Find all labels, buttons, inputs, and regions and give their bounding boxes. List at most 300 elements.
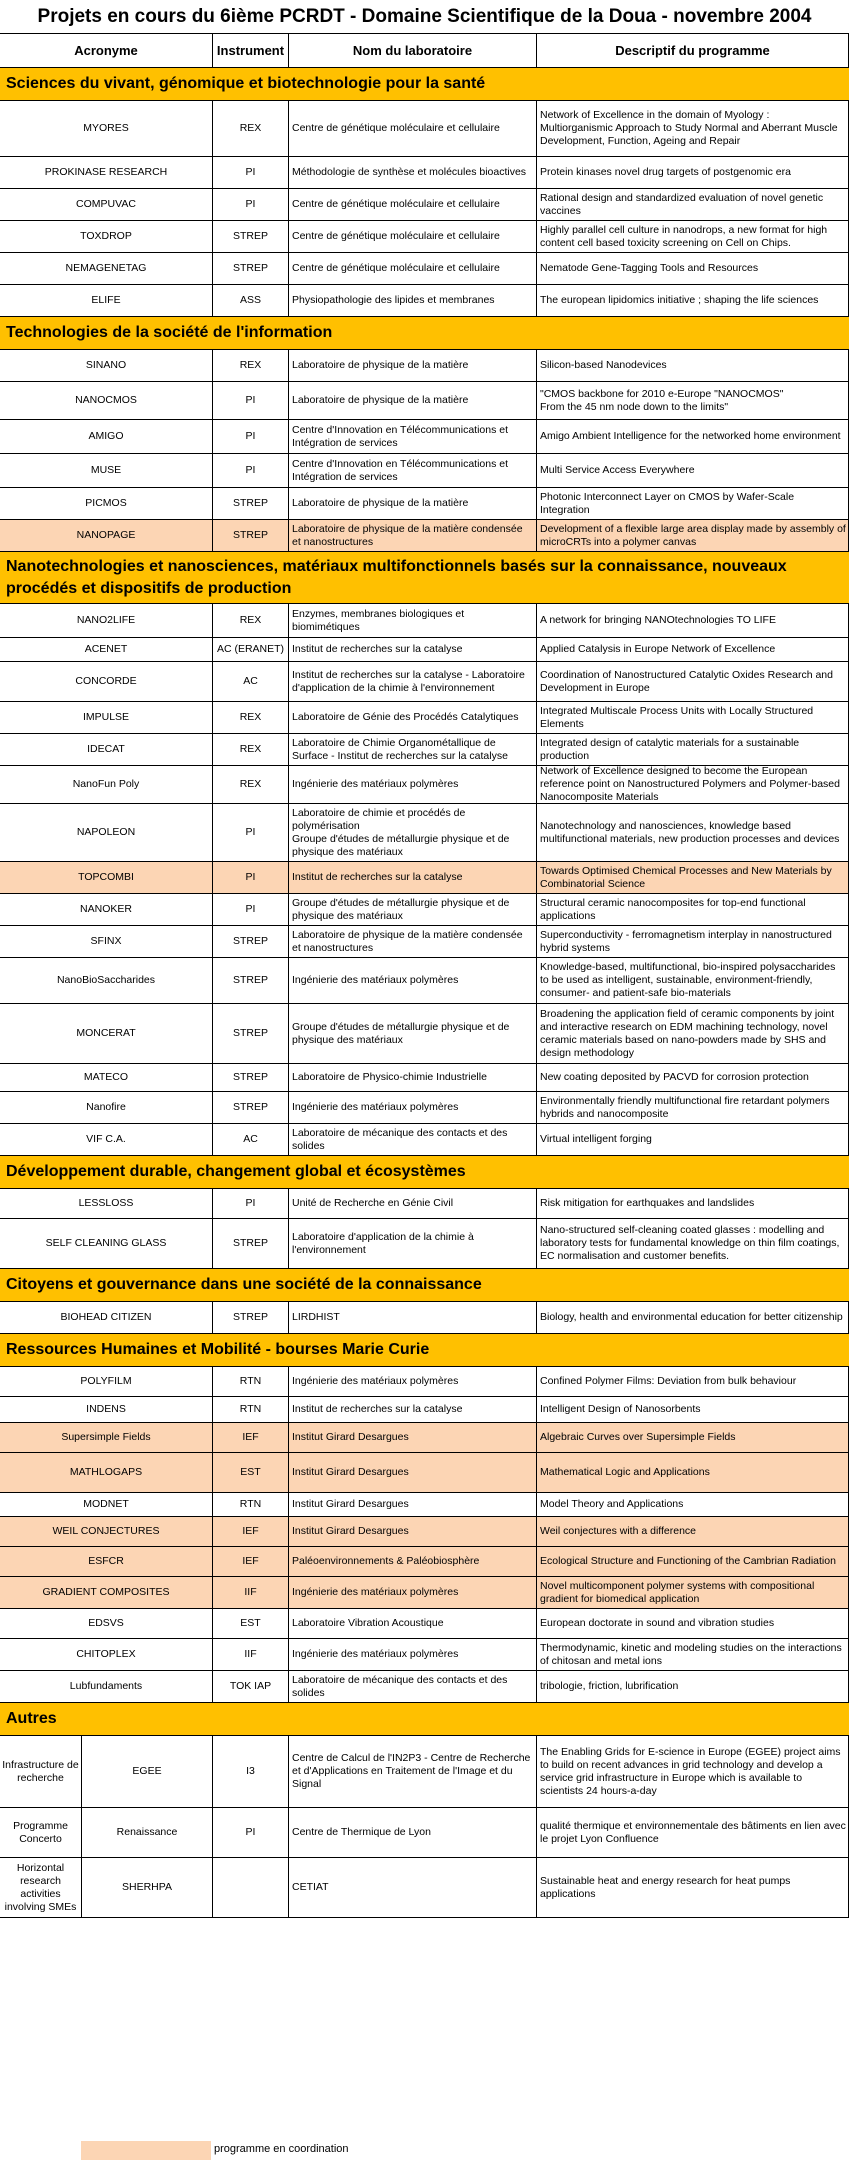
descriptif-cell-text: Confined Polymer Films: Deviation from bulk behaviour bbox=[540, 1375, 797, 1387]
acronyme-cell-text: NANOKER bbox=[80, 903, 132, 915]
laboratoire-cell bbox=[288, 1517, 536, 1546]
instrument-cell-text: IIF bbox=[244, 1648, 257, 1660]
acronyme-cell bbox=[0, 1493, 212, 1516]
descriptif-cell bbox=[536, 1219, 849, 1268]
section-header: Technologies de la société de l'information bbox=[0, 317, 849, 350]
laboratoire-cell bbox=[288, 1004, 536, 1063]
acronyme-cell bbox=[0, 804, 212, 861]
table-row bbox=[0, 1397, 849, 1423]
descriptif-cell-text: The Enabling Grids for E-science in Europe (EGEE) project aims to build on recent advances in grid technology and develop a service grid infrastructure in Europe which is available to scientists 24 hours-a-day bbox=[540, 1745, 841, 1797]
table-row bbox=[0, 1302, 849, 1334]
acronyme-cell bbox=[0, 488, 212, 519]
acronyme-cell bbox=[0, 604, 212, 637]
section-header: Ressources Humaines et Mobilité - bourses Marie Curie bbox=[0, 1334, 849, 1367]
acronyme-cell-text: Nanofire bbox=[86, 1101, 126, 1113]
acronyme-cell bbox=[0, 285, 212, 316]
laboratoire-cell bbox=[288, 804, 536, 861]
laboratoire-cell bbox=[288, 958, 536, 1003]
descriptif-cell bbox=[536, 604, 849, 637]
instrument-cell-text: PI bbox=[245, 826, 256, 838]
acronyme-cell-text: EDSVS bbox=[88, 1617, 124, 1629]
instrument-cell bbox=[212, 1547, 288, 1576]
descriptif-cell-text: Model Theory and Applications bbox=[540, 1498, 684, 1510]
instrument-cell-text: REX bbox=[239, 778, 262, 790]
legend bbox=[0, 2141, 849, 2160]
laboratoire-cell-text: Paléoenvironnements & Paléobiosphère bbox=[292, 1555, 480, 1567]
table-row bbox=[0, 350, 849, 382]
acronyme-cell-text: BIOHEAD CITIZEN bbox=[60, 1311, 152, 1323]
laboratoire-cell-text: Institut de recherches sur la catalyse bbox=[292, 643, 463, 655]
acronyme-cell-text: IMPULSE bbox=[82, 711, 130, 723]
instrument-cell-text: STREP bbox=[232, 1071, 268, 1083]
instrument-cell bbox=[212, 221, 288, 252]
descriptif-cell-text: A network for bringing NANOtechnologies TO LIFE bbox=[540, 614, 776, 626]
category-cell-text: Infrastructure de recherche bbox=[2, 1758, 79, 1784]
descriptif-cell-text: European doctorate in sound and vibration studies bbox=[540, 1617, 775, 1629]
instrument-cell-text: PI bbox=[245, 394, 256, 406]
section-header: Développement durable, changement global et écosystèmes bbox=[0, 1156, 849, 1189]
table-row bbox=[0, 1189, 849, 1219]
column-header-laboratoire: Nom du laboratoire bbox=[288, 34, 536, 67]
descriptif-cell-text: New coating deposited by PACVD for corrosion protection bbox=[540, 1071, 809, 1083]
table-row bbox=[0, 454, 849, 488]
table-row bbox=[0, 766, 849, 804]
descriptif-cell bbox=[536, 862, 849, 893]
acronyme-cell-text: MONCERAT bbox=[76, 1027, 136, 1039]
descriptif-cell-text: "CMOS backbone for 2010 e-Europe "NANOCMOS" From the 45 nm node down to the limits" bbox=[540, 387, 784, 413]
laboratoire-cell bbox=[288, 1547, 536, 1576]
descriptif-cell bbox=[536, 926, 849, 957]
descriptif-cell bbox=[536, 101, 849, 156]
descriptif-cell bbox=[536, 1858, 849, 1917]
column-header-row bbox=[0, 34, 849, 68]
table-row bbox=[0, 1736, 849, 1808]
table-row bbox=[0, 420, 849, 454]
descriptif-cell bbox=[536, 1577, 849, 1608]
acronyme-cell bbox=[0, 926, 212, 957]
laboratoire-cell-text: Institut Girard Desargues bbox=[292, 1525, 409, 1537]
laboratoire-cell-text: Institut Girard Desargues bbox=[292, 1431, 409, 1443]
table-row bbox=[0, 1453, 849, 1493]
acronyme-cell bbox=[0, 1219, 212, 1268]
instrument-cell-text: IIF bbox=[244, 1586, 257, 1598]
acronyme-cell bbox=[0, 766, 212, 803]
table-row bbox=[0, 1219, 849, 1269]
table-row bbox=[0, 894, 849, 926]
acronyme-cell bbox=[0, 958, 212, 1003]
instrument-cell bbox=[212, 1423, 288, 1452]
instrument-cell-text: REX bbox=[239, 359, 262, 371]
descriptif-cell bbox=[536, 734, 849, 765]
category-cell-text: Horizontal research activities involving SMEs bbox=[4, 1861, 77, 1913]
descriptif-cell-text: Ecological Structure and Functioning of the Cambrian Radiation bbox=[540, 1555, 836, 1567]
instrument-cell bbox=[212, 1189, 288, 1218]
descriptif-cell bbox=[536, 1367, 849, 1396]
acronyme-cell-text: WEIL CONJECTURES bbox=[52, 1525, 160, 1537]
descriptif-cell-text: Network of Excellence designed to become the European reference point on Nanostructured Polymers and Polymer-based Nanocomposite Materials bbox=[540, 766, 840, 803]
acronyme-cell-text: TOXDROP bbox=[80, 230, 132, 242]
acronyme-cell-text: NanoBioSaccharides bbox=[56, 974, 156, 986]
descriptif-cell bbox=[536, 488, 849, 519]
table-row bbox=[0, 1493, 849, 1517]
descriptif-cell bbox=[536, 702, 849, 733]
descriptif-cell-text: Rational design and standardized evaluation of novel genetic vaccines bbox=[540, 191, 824, 217]
laboratoire-cell-text: Laboratoire d'application de la chimie à l'environnement bbox=[292, 1230, 474, 1256]
laboratoire-cell bbox=[288, 662, 536, 701]
laboratoire-cell-text: Laboratoire de physique de la matière condensée et nanostructures bbox=[292, 522, 523, 548]
descriptif-cell-text: Superconductivity - ferromagnetism interplay in nanostructured hybrid systems bbox=[540, 928, 832, 954]
instrument-cell bbox=[212, 520, 288, 551]
descriptif-cell bbox=[536, 1092, 849, 1123]
instrument-cell-text: STREP bbox=[232, 1027, 268, 1039]
laboratoire-cell-text: Centre de Thermique de Lyon bbox=[292, 1826, 431, 1838]
laboratoire-cell bbox=[288, 604, 536, 637]
acronyme-cell bbox=[0, 420, 212, 453]
laboratoire-cell-text: Laboratoire de physique de la matière bbox=[292, 359, 469, 371]
table-row bbox=[0, 157, 849, 189]
acronyme-cell bbox=[0, 1367, 212, 1396]
acronyme-cell bbox=[0, 638, 212, 661]
descriptif-cell-text: Amigo Ambient Intelligence for the networked home environment bbox=[540, 430, 841, 442]
laboratoire-cell bbox=[288, 1736, 536, 1807]
laboratoire-cell bbox=[288, 382, 536, 419]
page-title: Projets en cours du 6ième PCRDT - Domaine Scientifique de la Doua - novembre 2004 bbox=[0, 0, 849, 34]
laboratoire-cell-text: Laboratoire Vibration Acoustique bbox=[292, 1617, 444, 1629]
descriptif-cell-text: Thermodynamic, kinetic and modeling studies on the interactions of chitosan and metal ions bbox=[540, 1641, 842, 1667]
acronyme-cell bbox=[0, 702, 212, 733]
legend-swatch bbox=[81, 2141, 211, 2160]
instrument-cell-text: STREP bbox=[232, 974, 268, 986]
laboratoire-cell bbox=[288, 1302, 536, 1333]
laboratoire-cell-text: Laboratoire de Génie des Procédés Catalytiques bbox=[292, 711, 519, 723]
acronyme-cell-text: AMIGO bbox=[88, 430, 124, 442]
descriptif-cell-text: Mathematical Logic and Applications bbox=[540, 1466, 710, 1478]
laboratoire-cell-text: Laboratoire de Physico-chimie Industrielle bbox=[292, 1071, 487, 1083]
acronyme-cell bbox=[0, 1064, 212, 1091]
acronyme-cell-text: LESSLOSS bbox=[78, 1197, 134, 1209]
table-row bbox=[0, 638, 849, 662]
table-row bbox=[0, 1423, 849, 1453]
descriptif-cell-text: Towards Optimised Chemical Processes and New Materials by Combinatorial Science bbox=[540, 864, 832, 890]
descriptif-cell bbox=[536, 1517, 849, 1546]
descriptif-cell-text: Silicon-based Nanodevices bbox=[540, 359, 667, 371]
laboratoire-cell bbox=[288, 1124, 536, 1155]
acronyme-cell-text: ESFCR bbox=[88, 1555, 124, 1567]
acronyme-cell-text: SFINX bbox=[90, 935, 122, 947]
instrument-cell bbox=[212, 382, 288, 419]
acronyme-cell bbox=[81, 1808, 212, 1857]
acronyme-cell bbox=[0, 157, 212, 188]
category-cell-text: Programme Concerto bbox=[13, 1819, 68, 1845]
instrument-cell bbox=[212, 1092, 288, 1123]
laboratoire-cell bbox=[288, 1397, 536, 1422]
acronyme-cell bbox=[0, 1124, 212, 1155]
laboratoire-cell-text: Ingénierie des matériaux polymères bbox=[292, 778, 459, 790]
category-cell bbox=[0, 1736, 81, 1807]
instrument-cell bbox=[212, 662, 288, 701]
laboratoire-cell bbox=[288, 253, 536, 284]
descriptif-cell bbox=[536, 1453, 849, 1492]
descriptif-cell bbox=[536, 894, 849, 925]
instrument-cell bbox=[212, 253, 288, 284]
instrument-cell bbox=[212, 1671, 288, 1702]
legend-label: programme en coordination bbox=[214, 2143, 349, 2155]
laboratoire-cell-text: Institut de recherches sur la catalyse bbox=[292, 1403, 463, 1415]
acronyme-cell-text: NEMAGENETAG bbox=[65, 262, 147, 274]
section-header: Citoyens et gouvernance dans une société de la connaissance bbox=[0, 1269, 849, 1302]
instrument-cell-text: STREP bbox=[232, 497, 268, 509]
laboratoire-cell-text: Ingénierie des matériaux polymères bbox=[292, 1101, 459, 1113]
acronyme-cell-text: NANOCMOS bbox=[75, 394, 137, 406]
acronyme-cell bbox=[0, 734, 212, 765]
descriptif-cell bbox=[536, 1547, 849, 1576]
table-row bbox=[0, 1064, 849, 1092]
instrument-cell bbox=[212, 958, 288, 1003]
acronyme-cell-text: MODNET bbox=[83, 1498, 129, 1510]
acronyme-cell-text: MATECO bbox=[83, 1071, 129, 1083]
table-row bbox=[0, 520, 849, 552]
acronyme-cell bbox=[0, 1517, 212, 1546]
table-row bbox=[0, 1577, 849, 1609]
instrument-cell-text: EST bbox=[240, 1617, 261, 1629]
instrument-cell bbox=[212, 1609, 288, 1638]
laboratoire-cell-text: Méthodologie de synthèse et molécules bioactives bbox=[292, 166, 527, 178]
laboratoire-cell bbox=[288, 1858, 536, 1917]
instrument-cell bbox=[212, 894, 288, 925]
laboratoire-cell bbox=[288, 285, 536, 316]
descriptif-cell bbox=[536, 1609, 849, 1638]
laboratoire-cell-text: Laboratoire de mécanique des contacts et des solides bbox=[292, 1673, 508, 1699]
instrument-cell bbox=[212, 157, 288, 188]
instrument-cell-text: TOK IAP bbox=[229, 1680, 272, 1692]
descriptif-cell-text: Biology, health and environmental education for better citizenship bbox=[540, 1311, 843, 1323]
table-row bbox=[0, 1367, 849, 1397]
acronyme-cell bbox=[0, 1671, 212, 1702]
table-row bbox=[0, 488, 849, 520]
laboratoire-cell-text: Ingénierie des matériaux polymères bbox=[292, 1586, 459, 1598]
instrument-cell bbox=[212, 1858, 288, 1917]
descriptif-cell-text: Knowledge-based, multifunctional, bio-inspired polysaccharides to be used as intelligent, sustainable, environment-friendly, consumer- and patient-safe bio-materials bbox=[540, 961, 836, 999]
instrument-cell bbox=[212, 734, 288, 765]
acronyme-cell bbox=[0, 253, 212, 284]
acronyme-cell bbox=[81, 1858, 212, 1917]
acronyme-cell-text: SINANO bbox=[85, 359, 127, 371]
instrument-cell-text: REX bbox=[239, 614, 262, 626]
descriptif-cell bbox=[536, 766, 849, 803]
acronyme-cell bbox=[0, 382, 212, 419]
instrument-cell bbox=[212, 1064, 288, 1091]
descriptif-cell-text: Protein kinases novel drug targets of postgenomic era bbox=[540, 166, 791, 178]
laboratoire-cell bbox=[288, 766, 536, 803]
laboratoire-cell-text: Laboratoire de physique de la matière bbox=[292, 497, 469, 509]
laboratoire-cell bbox=[288, 157, 536, 188]
acronyme-cell bbox=[0, 189, 212, 220]
section-header: Autres bbox=[0, 1703, 849, 1736]
acronyme-cell-text: PROKINASE RESEARCH bbox=[44, 166, 168, 178]
instrument-cell bbox=[212, 1639, 288, 1670]
descriptif-cell-text: Applied Catalysis in Europe Network of Excellence bbox=[540, 643, 776, 655]
instrument-cell-text: PI bbox=[245, 166, 256, 178]
table-row bbox=[0, 958, 849, 1004]
descriptif-cell-text: qualité thermique et environnementale des bâtiments en lien avec le projet Lyon Confluence bbox=[540, 1819, 846, 1845]
instrument-cell bbox=[212, 1302, 288, 1333]
table-row bbox=[0, 1639, 849, 1671]
laboratoire-cell bbox=[288, 862, 536, 893]
table-row bbox=[0, 382, 849, 420]
acronyme-cell-text: INDENS bbox=[86, 1403, 126, 1415]
descriptif-cell bbox=[536, 420, 849, 453]
acronyme-cell bbox=[0, 101, 212, 156]
acronyme-cell bbox=[0, 1423, 212, 1452]
laboratoire-cell bbox=[288, 1453, 536, 1492]
acronyme-cell bbox=[0, 1302, 212, 1333]
acronyme-cell bbox=[0, 1004, 212, 1063]
laboratoire-cell-text: Laboratoire de physique de la matière bbox=[292, 394, 469, 406]
instrument-cell-text: IEF bbox=[242, 1525, 259, 1537]
laboratoire-cell-text: Ingénierie des matériaux polymères bbox=[292, 1648, 459, 1660]
instrument-cell bbox=[212, 1517, 288, 1546]
instrument-cell bbox=[212, 1577, 288, 1608]
table-row bbox=[0, 1124, 849, 1156]
instrument-cell bbox=[212, 1397, 288, 1422]
laboratoire-cell bbox=[288, 221, 536, 252]
laboratoire-cell bbox=[288, 189, 536, 220]
descriptif-cell-text: Photonic Interconnect Layer on CMOS by Wafer-Scale Integration bbox=[540, 490, 795, 516]
acronyme-cell-text: NANO2LIFE bbox=[76, 614, 136, 626]
descriptif-cell-text: Nano-structured self-cleaning coated glasses : modelling and laboratory tests for fundamental knowledge on thin film coatings, EC normalisation and customer benefits. bbox=[540, 1224, 840, 1262]
laboratoire-cell-text: Ingénierie des matériaux polymères bbox=[292, 974, 459, 986]
descriptif-cell-text: Algebraic Curves over Supersimple Fields bbox=[540, 1431, 736, 1443]
descriptif-cell-text: Multi Service Access Everywhere bbox=[540, 464, 695, 476]
acronyme-cell-text: Supersimple Fields bbox=[61, 1431, 151, 1443]
instrument-cell-text: STREP bbox=[232, 1311, 268, 1323]
instrument-cell bbox=[212, 350, 288, 381]
acronyme-cell-text: CHITOPLEX bbox=[76, 1648, 136, 1660]
acronyme-cell bbox=[0, 1092, 212, 1123]
table-row bbox=[0, 1517, 849, 1547]
laboratoire-cell-text: Centre de génétique moléculaire et cellulaire bbox=[292, 198, 500, 210]
descriptif-cell bbox=[536, 350, 849, 381]
instrument-cell-text: IEF bbox=[242, 1431, 259, 1443]
instrument-cell bbox=[212, 101, 288, 156]
acronyme-cell-text: EGEE bbox=[132, 1765, 162, 1777]
laboratoire-cell-text: Institut Girard Desargues bbox=[292, 1498, 409, 1510]
descriptif-cell bbox=[536, 1302, 849, 1333]
laboratoire-cell bbox=[288, 638, 536, 661]
laboratoire-cell bbox=[288, 1092, 536, 1123]
laboratoire-cell-text: Laboratoire de mécanique des contacts et des solides bbox=[292, 1126, 508, 1152]
laboratoire-cell bbox=[288, 926, 536, 957]
acronyme-cell bbox=[0, 1189, 212, 1218]
acronyme-cell-text: COMPUVAC bbox=[76, 198, 136, 210]
table-row bbox=[0, 1808, 849, 1858]
table-row bbox=[0, 285, 849, 317]
acronyme-cell-text: ELIFE bbox=[91, 294, 121, 306]
laboratoire-cell-text: Laboratoire de physique de la matière condensée et nanostructures bbox=[292, 928, 523, 954]
acronyme-cell bbox=[0, 454, 212, 487]
table-row bbox=[0, 804, 849, 862]
laboratoire-cell bbox=[288, 1423, 536, 1452]
laboratoire-cell bbox=[288, 1219, 536, 1268]
descriptif-cell-text: Sustainable heat and energy research for heat pumps applications bbox=[540, 1874, 791, 1900]
acronyme-cell-text: Lubfundaments bbox=[69, 1680, 143, 1692]
column-header-descriptif: Descriptif du programme bbox=[536, 34, 849, 67]
descriptif-cell-text: Integrated Multiscale Process Units with Locally Structured Elements bbox=[540, 704, 814, 730]
laboratoire-cell-text: Centre de génétique moléculaire et cellulaire bbox=[292, 230, 500, 242]
table-row bbox=[0, 253, 849, 285]
table-row bbox=[0, 101, 849, 157]
instrument-cell-text: REX bbox=[239, 122, 262, 134]
acronyme-cell-text: Renaissance bbox=[116, 1826, 178, 1838]
laboratoire-cell bbox=[288, 734, 536, 765]
laboratoire-cell-text: Enzymes, membranes biologiques et biomimétiques bbox=[292, 607, 465, 633]
column-header-instrument: Instrument bbox=[212, 34, 288, 67]
instrument-cell-text: PI bbox=[245, 198, 256, 210]
instrument-cell-text: PI bbox=[245, 871, 256, 883]
section-header: Sciences du vivant, génomique et biotechnologie pour la santé bbox=[0, 68, 849, 101]
descriptif-cell-text: Virtual intelligent forging bbox=[540, 1133, 652, 1145]
descriptif-cell-text: Integrated design of catalytic materials for a sustainable production bbox=[540, 736, 800, 762]
instrument-cell-text: RTN bbox=[239, 1403, 262, 1415]
acronyme-cell bbox=[0, 520, 212, 551]
category-cell bbox=[0, 1808, 81, 1857]
section-header: Nanotechnologies et nanosciences, matériaux multifonctionnels basés sur la connaissance, nouveaux procédés et dispositifs de production bbox=[0, 552, 849, 604]
descriptif-cell-text: Novel multicomponent polymer systems with compositional gradient for biomedical application bbox=[540, 1579, 815, 1605]
table-row bbox=[0, 862, 849, 894]
instrument-cell bbox=[212, 1219, 288, 1268]
laboratoire-cell bbox=[288, 420, 536, 453]
table-row bbox=[0, 221, 849, 253]
acronyme-cell-text: SHERHPA bbox=[122, 1881, 172, 1893]
acronyme-cell bbox=[0, 1397, 212, 1422]
instrument-cell-text: AC (ERANET) bbox=[216, 643, 285, 655]
table-row bbox=[0, 1004, 849, 1064]
laboratoire-cell-text: Centre de Calcul de l'IN2P3 - Centre de Recherche et d'Applications en Traitement de l'Image et du Signal bbox=[292, 1752, 531, 1790]
descriptif-cell-text: Risk mitigation for earthquakes and landslides bbox=[540, 1197, 755, 1209]
laboratoire-cell-text: Groupe d'études de métallurgie physique et de physique des matériaux bbox=[292, 1020, 510, 1046]
laboratoire-cell bbox=[288, 894, 536, 925]
instrument-cell-text: RTN bbox=[239, 1375, 262, 1387]
laboratoire-cell bbox=[288, 1367, 536, 1396]
descriptif-cell bbox=[536, 1397, 849, 1422]
laboratoire-cell-text: Ingénierie des matériaux polymères bbox=[292, 1375, 459, 1387]
laboratoire-cell bbox=[288, 1577, 536, 1608]
descriptif-cell-text: The european lipidomics initiative ; shaping the life sciences bbox=[540, 294, 819, 306]
descriptif-cell-text: Network of Excellence in the domain of Myology : Multiorganismic Approach to Study Normal and Aberrant Muscle Development, Function, Ageing and Repair bbox=[540, 109, 838, 147]
column-header-acronyme: Acronyme bbox=[74, 43, 138, 58]
acronyme-cell-text: IDECAT bbox=[87, 743, 125, 755]
category-cell bbox=[0, 1858, 81, 1917]
laboratoire-cell bbox=[288, 454, 536, 487]
instrument-cell-text: I3 bbox=[246, 1765, 255, 1777]
laboratoire-cell-text: Unité de Recherche en Génie Civil bbox=[292, 1197, 454, 1209]
acronyme-cell-text: CONCORDE bbox=[75, 675, 137, 687]
laboratoire-cell-text: LIRDHIST bbox=[292, 1311, 340, 1323]
instrument-cell bbox=[212, 1736, 288, 1807]
laboratoire-cell bbox=[288, 350, 536, 381]
descriptif-cell-text: Coordination of Nanostructured Catalytic Oxides Research and Development in Europe bbox=[540, 668, 833, 694]
descriptif-cell bbox=[536, 189, 849, 220]
laboratoire-cell-text: Centre de génétique moléculaire et cellulaire bbox=[292, 122, 500, 134]
descriptif-cell bbox=[536, 285, 849, 316]
instrument-cell-text: PI bbox=[245, 903, 256, 915]
laboratoire-cell-text: Institut de recherches sur la catalyse - Laboratoire d'application de la chimie à l'environnement bbox=[292, 668, 525, 694]
acronyme-cell-text: GRADIENT COMPOSITES bbox=[42, 1586, 170, 1598]
acronyme-cell-text: NAPOLEON bbox=[76, 826, 136, 838]
instrument-cell bbox=[212, 926, 288, 957]
acronyme-cell-text: NANOPAGE bbox=[76, 529, 136, 541]
instrument-cell-text: AC bbox=[243, 675, 258, 687]
